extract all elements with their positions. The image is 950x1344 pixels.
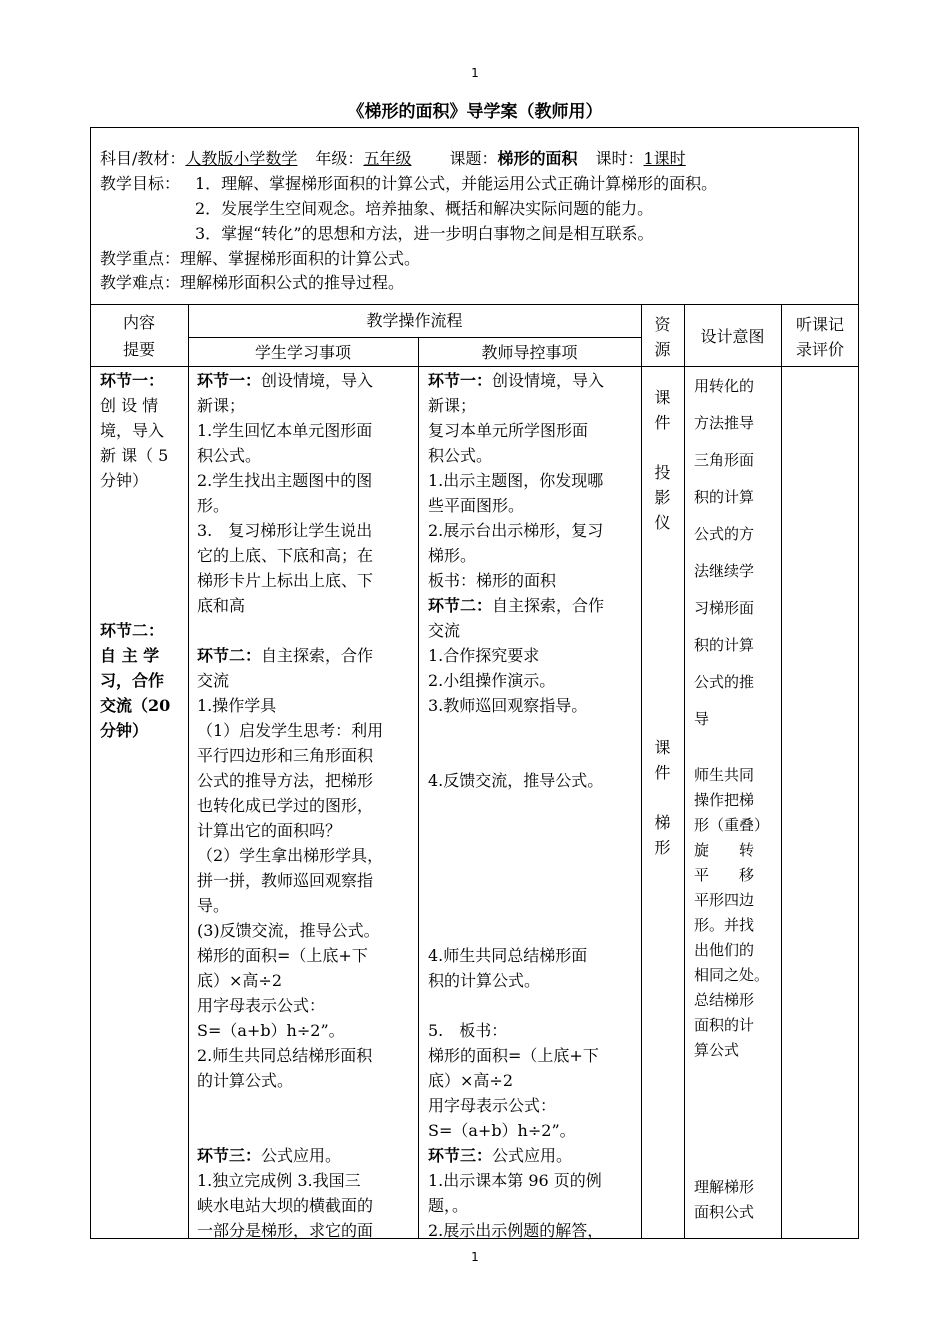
step-label: 环节一： — [197, 371, 262, 390]
student-line — [197, 1068, 413, 1093]
design-line: 理解梯形 — [694, 1178, 755, 1196]
student-line — [197, 693, 413, 718]
content-line — [100, 568, 182, 593]
goal-item-1: 1．理解、掌握梯形面积的计算公式，并能运用公式正确计算梯形的面积。 — [195, 174, 718, 193]
teacher-line — [428, 618, 636, 643]
content-line: 新 课（ 5 — [100, 446, 169, 465]
design-line: 平 移 — [694, 866, 755, 884]
goals-label: 教学目标： — [100, 174, 181, 193]
key-point — [100, 246, 420, 271]
teacher-line — [428, 543, 636, 568]
key-point-value: 理解、掌握梯形面积的计算公式。 — [180, 249, 421, 268]
resource-char: 课 — [654, 738, 671, 757]
step-text: S=（a+b）h÷2”。 — [428, 1121, 576, 1140]
design-line: 师生共同 — [694, 766, 755, 784]
teacher-line — [428, 1193, 636, 1218]
step-text: 自主探索，合作 — [261, 646, 374, 665]
step-text: 题，。 — [428, 1196, 469, 1215]
content-line: 创 设 情 — [100, 396, 159, 415]
teacher-line — [428, 668, 636, 693]
design-group-1 — [694, 368, 772, 738]
step-text: 一部分是梯形，求它的面 — [197, 1221, 374, 1240]
header-content-2: 提要 — [122, 340, 155, 359]
teacher-line — [428, 868, 636, 893]
design-line: 出他们的 — [694, 941, 755, 959]
step-text: 计算出它的面积吗？ — [197, 821, 342, 840]
student-line — [197, 1143, 413, 1168]
student-line — [197, 1093, 413, 1118]
design-line: 相同之处。 — [694, 966, 770, 984]
design-line: 三角形面 — [694, 451, 755, 469]
document-title: 《梯形的面积》导学案（教师用） — [347, 102, 603, 122]
resource-char: 形 — [654, 838, 671, 857]
content-line: 境，导入 — [100, 421, 165, 440]
topic-value: 梯形的面积 — [497, 149, 578, 168]
teacher-line — [428, 643, 636, 668]
step-text: 3.教师巡回观察指导。 — [428, 696, 588, 715]
page-number-top: 1 — [471, 66, 479, 80]
teacher-line — [428, 1118, 636, 1143]
student-line — [197, 568, 413, 593]
step-text: 新课； — [197, 396, 246, 415]
resource-char: 梯 — [654, 813, 671, 832]
resource-group-1 — [641, 385, 684, 535]
step-text: 底）×高÷2 — [197, 971, 282, 990]
design-line: 习梯形面 — [694, 599, 755, 617]
teacher-line — [428, 1093, 636, 1118]
content-line — [100, 593, 182, 618]
design-line: 平形四边 — [694, 891, 755, 909]
resource-group-2 — [641, 735, 684, 860]
design-line: 形（重叠） — [694, 816, 770, 834]
teacher-line — [428, 493, 636, 518]
design-line: 总结梯形 — [694, 991, 755, 1009]
teacher-line — [428, 893, 636, 918]
step-text: 它的上底、下底和高；在 — [197, 546, 374, 565]
teacher-line — [428, 443, 636, 468]
resource-char: 件 — [654, 413, 671, 432]
step-text: 积公式。 — [428, 446, 493, 465]
student-line — [197, 593, 413, 618]
step-text: 积的计算公式。 — [428, 971, 541, 990]
step-text: 用字母表示公式： — [197, 996, 326, 1015]
teacher-line — [428, 1043, 636, 1068]
teacher-line — [428, 1068, 636, 1093]
step-text: 2.小组操作演示。 — [428, 671, 556, 690]
teacher-line — [428, 393, 636, 418]
student-line — [197, 768, 413, 793]
step-text: 1.出示课本第 96 页的例 — [428, 1171, 602, 1190]
student-line — [197, 643, 413, 668]
resource-char: 影 — [654, 488, 671, 507]
student-line — [197, 518, 413, 543]
step-text: 2.展示台出示梯形，复习 — [428, 521, 604, 540]
teacher-line — [428, 368, 636, 393]
step-text: 新课； — [428, 396, 477, 415]
step-text: 梯形卡片上标出上底、下 — [197, 571, 374, 590]
difficulty — [100, 270, 404, 295]
resource-char: 投 — [654, 463, 671, 482]
step-text: 1.操作学具 — [197, 696, 277, 715]
step-text: 峡水电站大坝的横截面的 — [197, 1196, 374, 1215]
rule-below-info — [90, 304, 859, 305]
step-text: 底）×高÷2 — [428, 1071, 513, 1090]
step-text: 1.学生回忆本单元图形面 — [197, 421, 373, 440]
student-line — [197, 1193, 413, 1218]
teacher-line — [428, 1018, 636, 1043]
design-line: 公式的推 — [694, 673, 755, 691]
design-group-3 — [694, 1175, 772, 1225]
student-line — [197, 918, 413, 943]
step-text: 梯形的面积=（上底+下 — [428, 1046, 599, 1065]
student-line — [197, 1043, 413, 1068]
resource-char — [641, 785, 684, 810]
teacher-line — [428, 818, 636, 843]
step-text: 导。 — [197, 896, 230, 915]
step-text: 积公式。 — [197, 446, 262, 465]
step-text: 2.学生找出主题图中的图 — [197, 471, 373, 490]
student-line — [197, 618, 413, 643]
teacher-line — [428, 1168, 636, 1193]
step-text: 也转化成已学过的图形， — [197, 796, 374, 815]
student-line — [197, 893, 413, 918]
step-text: (3)反馈交流，推导公式。 — [197, 921, 380, 940]
student-line — [197, 1018, 413, 1043]
step-text: 梯形。 — [428, 546, 477, 565]
design-line: 面积的计 — [694, 1016, 755, 1034]
student-line — [197, 668, 413, 693]
design-line: 积的计算 — [694, 636, 755, 654]
design-line: 操作把梯 — [694, 791, 755, 809]
student-line — [197, 868, 413, 893]
student-line — [197, 443, 413, 468]
content-line: 分钟） — [100, 721, 149, 740]
step-text: 拼一拼，教师巡回观察指 — [197, 871, 374, 890]
student-line — [197, 393, 413, 418]
step-text: 2.师生共同总结梯形面积 — [197, 1046, 373, 1065]
step-text: 4.师生共同总结梯形面 — [428, 946, 588, 965]
step-label: 环节二： — [197, 646, 262, 665]
student-line — [197, 818, 413, 843]
difficulty-label: 教学难点： — [100, 273, 181, 292]
student-line — [197, 418, 413, 443]
step-text: （2）学生拿出梯形学具， — [197, 846, 384, 865]
step-text: 些平面图形。 — [428, 496, 525, 515]
col-divider-design — [781, 304, 782, 1239]
resource-char: 件 — [654, 763, 671, 782]
goal-item-2: 2．发展学生空间观念。培养抽象、概括和解决实际问题的能力。 — [195, 199, 654, 218]
teacher-line — [428, 968, 636, 993]
teacher-line — [428, 743, 636, 768]
step-text: 复习本单元所学图形面 — [428, 421, 589, 440]
design-line: 方法推导 — [694, 414, 755, 432]
teacher-line — [428, 843, 636, 868]
teacher-line — [428, 518, 636, 543]
design-group-2 — [694, 763, 772, 1063]
header-content-1: 内容 — [122, 313, 155, 332]
student-line — [197, 1118, 413, 1143]
content-line: 环节一： — [100, 371, 165, 390]
step-text: 2.展示出示例题的解答， — [428, 1221, 604, 1240]
student-line — [197, 993, 413, 1018]
student-line — [197, 743, 413, 768]
step-text: 板书：梯形的面积 — [428, 571, 557, 590]
step-text: 5. 板书： — [428, 1021, 508, 1040]
subject-label: 科目/教材： — [100, 149, 186, 168]
rule-below-flow-header — [188, 337, 641, 338]
step-label: 环节三： — [197, 1146, 262, 1165]
design-line: 法继续学 — [694, 562, 755, 580]
resource-char — [641, 435, 684, 460]
content-line: 交流（20 — [100, 696, 171, 715]
teacher-line — [428, 918, 636, 943]
student-line — [197, 943, 413, 968]
header-student: 学生学习事项 — [254, 343, 351, 362]
design-line: 形。并找 — [694, 916, 755, 934]
step-text: （1）启发学生思考：利用 — [197, 721, 384, 740]
step-text: 交流 — [197, 671, 230, 690]
content-line — [100, 543, 182, 568]
header-record-1: 听课记 — [795, 315, 844, 334]
period-value: 1课时 — [643, 149, 686, 168]
teacher-line — [428, 718, 636, 743]
resource-char: 课 — [654, 388, 671, 407]
teacher-line — [428, 568, 636, 593]
step-text: 公式的推导方法，把梯形 — [197, 771, 374, 790]
step-text: 的计算公式。 — [197, 1071, 294, 1090]
col-divider-student — [418, 337, 419, 1239]
step-text: 公式应用。 — [261, 1146, 342, 1165]
step-label: 环节二： — [428, 596, 493, 615]
student-line — [197, 368, 413, 393]
design-line: 用转化的 — [694, 377, 755, 395]
content-line: 习，合作 — [100, 671, 165, 690]
student-column — [197, 368, 413, 1243]
teacher-line — [428, 993, 636, 1018]
step-text: 底和高 — [197, 596, 246, 615]
step-text: 创设情境，导入 — [492, 371, 605, 390]
teacher-line — [428, 468, 636, 493]
subject-value: 人教版小学数学 — [185, 149, 298, 168]
step-label: 环节三： — [428, 1146, 493, 1165]
student-line — [197, 968, 413, 993]
meta-line — [100, 146, 686, 171]
topic-label: 课题： — [449, 149, 498, 168]
teacher-line — [428, 593, 636, 618]
student-line — [197, 468, 413, 493]
teacher-line — [428, 943, 636, 968]
page-number-bottom: 1 — [471, 1250, 479, 1264]
teacher-line — [428, 1218, 636, 1243]
design-line: 公式的方 — [694, 525, 755, 543]
student-line — [197, 543, 413, 568]
student-line — [197, 493, 413, 518]
design-line: 旋 转 — [694, 841, 755, 859]
step-text: 1.出示主题图，你发现哪 — [428, 471, 604, 490]
student-line — [197, 843, 413, 868]
design-line: 积的计算 — [694, 488, 755, 506]
step-text: 公式应用。 — [492, 1146, 573, 1165]
step-text: 1.独立完成例 3.我国三 — [197, 1171, 361, 1190]
teacher-line — [428, 768, 636, 793]
step-text: 用字母表示公式： — [428, 1096, 557, 1115]
content-line: 自 主 学 — [100, 646, 160, 665]
header-resource-2: 源 — [654, 340, 671, 359]
step-label: 环节一： — [428, 371, 493, 390]
design-line: 面积公式 — [694, 1203, 755, 1221]
rule-below-headers — [90, 366, 859, 367]
content-line — [100, 493, 182, 518]
student-line — [197, 1168, 413, 1193]
design-line: 算公式 — [694, 1041, 740, 1059]
step-text: 平行四边形和三角形面积 — [197, 746, 374, 765]
grade-value: 五年级 — [363, 149, 412, 168]
goal-item-3: 3．掌握“转化”的思想和方法，进一步明白事物之间是相互联系。 — [195, 224, 654, 243]
step-text: 创设情境，导入 — [261, 371, 374, 390]
grade-label: 年级： — [315, 149, 364, 168]
period-label: 课时： — [595, 149, 644, 168]
step-text: 3. 复习梯形让学生说出 — [197, 521, 373, 540]
step-text: 形。 — [197, 496, 230, 515]
student-line — [197, 718, 413, 743]
student-line — [197, 1218, 413, 1243]
header-record-2: 录评价 — [795, 340, 844, 359]
key-point-label: 教学重点： — [100, 249, 181, 268]
step-text: 4.反馈交流，推导公式。 — [428, 771, 604, 790]
step-text: 交流 — [428, 621, 461, 640]
teacher-line — [428, 693, 636, 718]
content-line — [100, 518, 182, 543]
teacher-line — [428, 1143, 636, 1168]
student-line — [197, 793, 413, 818]
content-column — [100, 368, 182, 743]
step-text: 1.合作探究要求 — [428, 646, 540, 665]
col-divider-resource — [684, 304, 685, 1239]
design-line: 导 — [694, 710, 710, 728]
col-divider-content — [188, 304, 189, 1239]
teacher-column — [428, 368, 636, 1243]
resource-char: 仪 — [654, 513, 671, 532]
content-line: 分钟） — [100, 471, 149, 490]
header-flow: 教学操作流程 — [366, 311, 463, 330]
header-resource-1: 资 — [654, 315, 671, 334]
header-teacher: 教师导控事项 — [481, 343, 578, 362]
teacher-line — [428, 793, 636, 818]
difficulty-value: 理解梯形面积公式的推导过程。 — [180, 273, 405, 292]
teacher-line — [428, 418, 636, 443]
step-text: 自主探索，合作 — [492, 596, 605, 615]
header-design: 设计意图 — [700, 327, 765, 346]
step-text: S=（a+b）h÷2”。 — [197, 1021, 345, 1040]
content-line: 环节二： — [100, 621, 165, 640]
step-text: 梯形的面积=（上底+下 — [197, 946, 368, 965]
